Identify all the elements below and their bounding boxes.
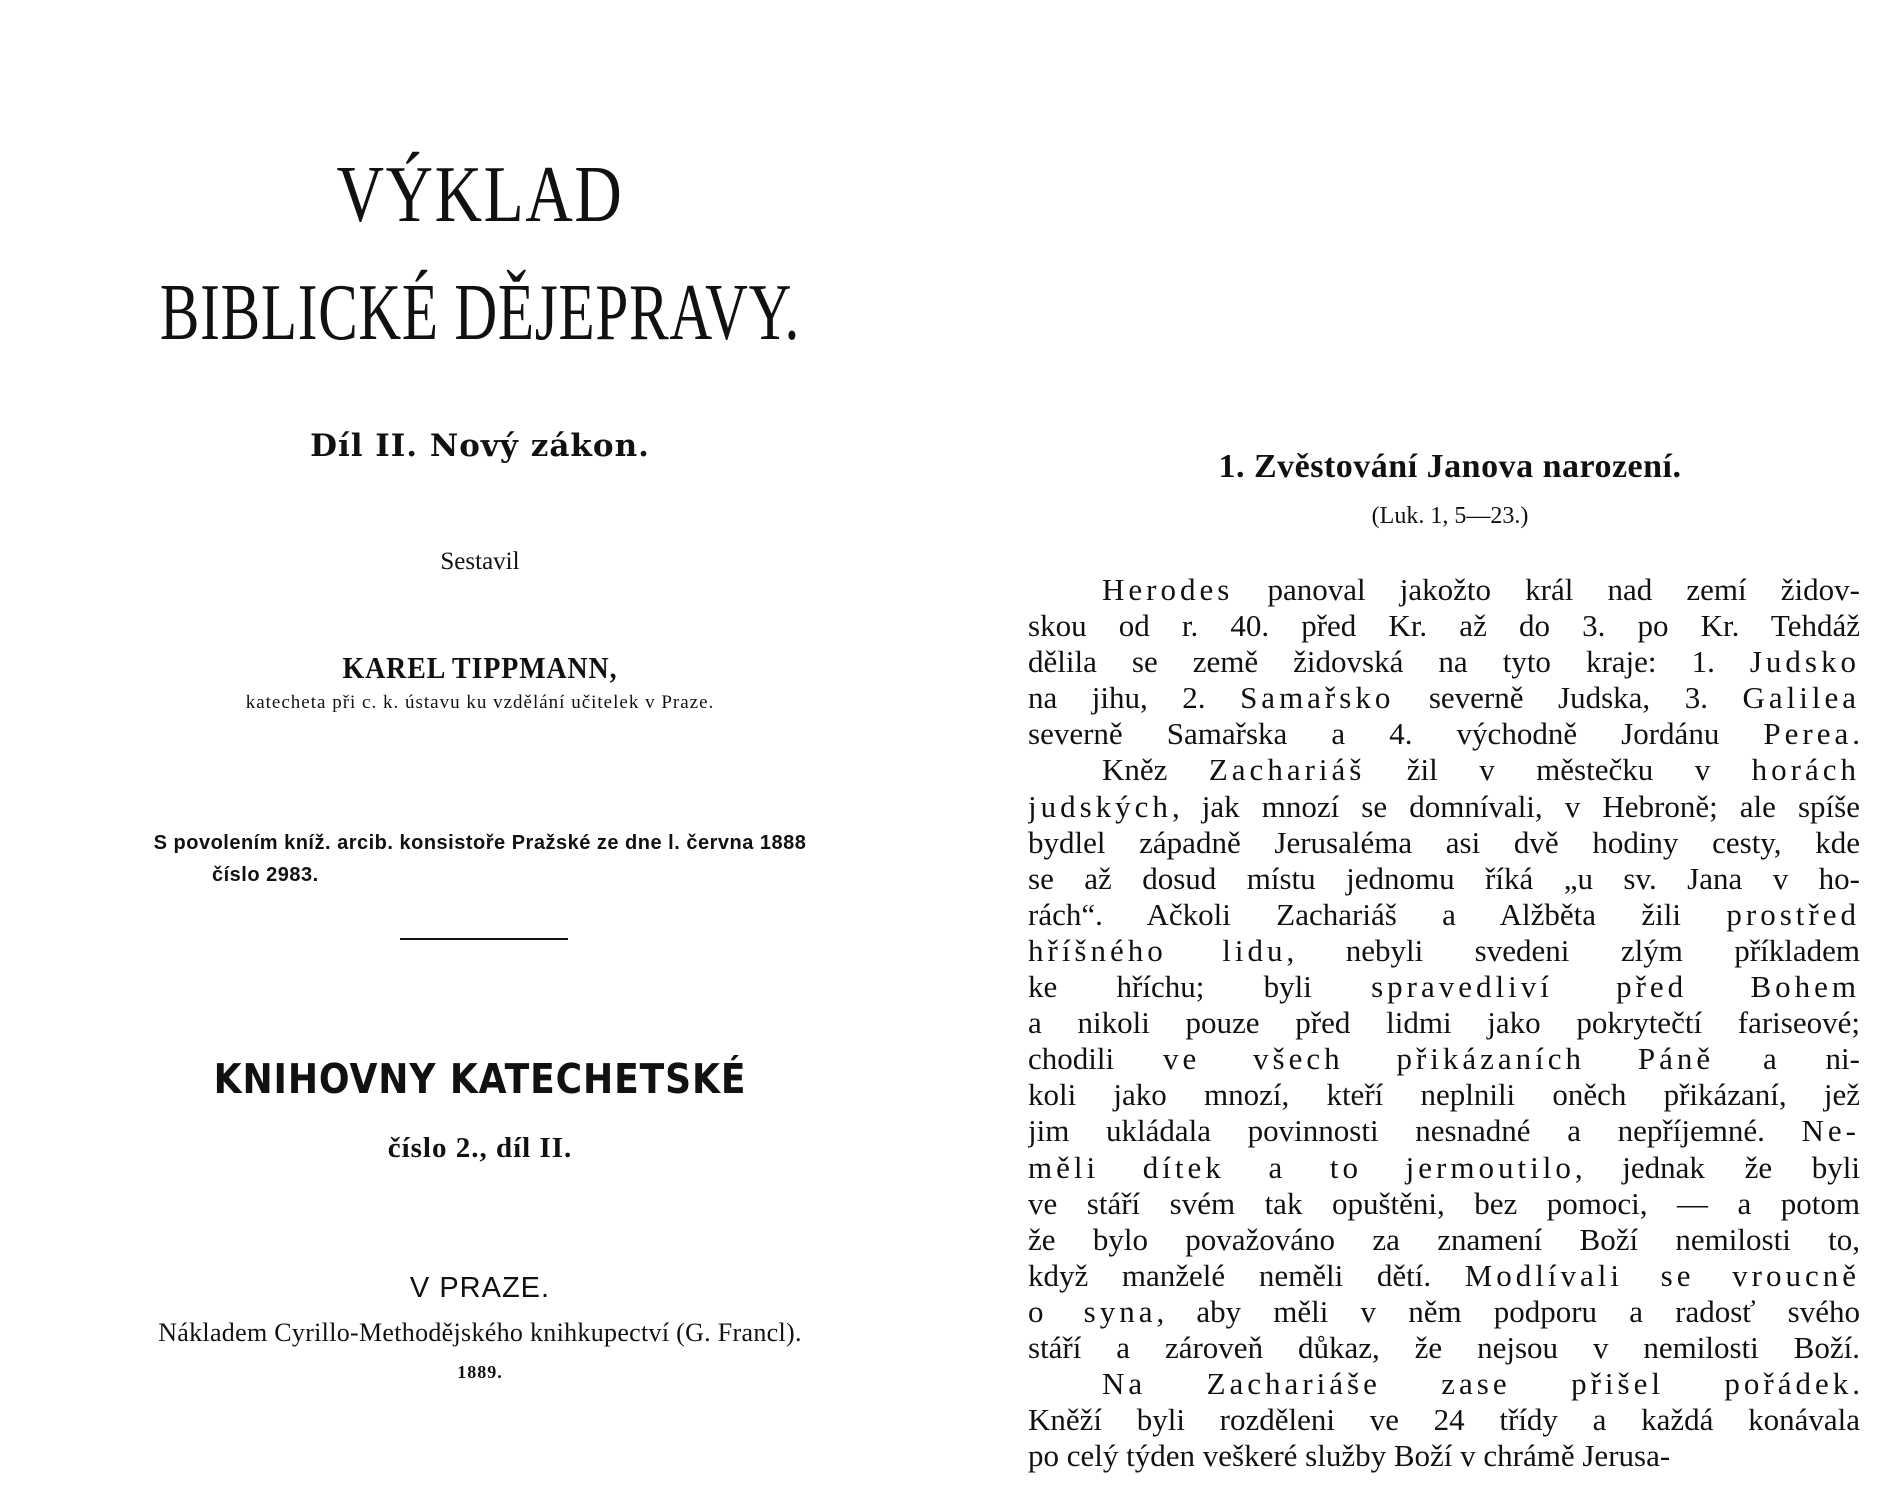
publication-city: V PRAZE. bbox=[409, 1272, 551, 1304]
divider-rule bbox=[400, 938, 568, 940]
text-line: Herodes panoval jakožto král nad zemí židov- bbox=[1102, 572, 1860, 607]
text-line: že bylo považováno za znamení Boží nemilosti to, bbox=[1028, 1221, 1860, 1257]
text-line: na jihu, 2. Samařsko severně Judska, 3. Galilea bbox=[1028, 680, 1860, 716]
spaced-text: Ne- bbox=[1801, 1113, 1860, 1149]
publisher: Nákladem Cyrillo-Methodějského knihkupectví (G. Francl). bbox=[158, 1318, 802, 1347]
spaced-text: o syna bbox=[1028, 1293, 1157, 1329]
spaced-text: Samařsko bbox=[1240, 680, 1395, 716]
spaced-text: horách bbox=[1751, 752, 1860, 788]
permission-notice bbox=[100, 827, 860, 891]
text-line: Na Zachariáše zase přišel pořádek. bbox=[1102, 1366, 1860, 1402]
spaced-text: ve všech přikázaních Páně bbox=[1162, 1041, 1715, 1077]
text-line: chodili ve všech přikázaních Páně a ni- bbox=[1028, 1041, 1860, 1077]
spaced-text: Judsko bbox=[1749, 644, 1860, 680]
spaced-text: prostřed bbox=[1726, 896, 1860, 932]
author-role: katecheta při c. k. ústavu ku vzdělání učitelek v Praze. bbox=[245, 692, 715, 713]
text-page bbox=[1000, 0, 1900, 1500]
text-line: stáří a zároveň důkaz, že nejsou v nemilosti Boží. bbox=[1028, 1329, 1860, 1365]
series-title: KNIHOVNY KATECHETSKÉ bbox=[213, 1055, 747, 1103]
book-title-line2: BIBLICKÉ DĚJEPRAVY. bbox=[159, 269, 801, 357]
spaced-text: hříšného lidu bbox=[1028, 932, 1287, 968]
series-number: číslo 2., díl II. bbox=[387, 1132, 573, 1164]
spaced-text: Galilea bbox=[1742, 680, 1860, 716]
spaced-text: Modlívali se vroucně bbox=[1464, 1257, 1860, 1293]
permission-line-2: číslo 2983. bbox=[212, 864, 319, 886]
text-line: severně Samařska a 4. východně Jordánu Perea. bbox=[1028, 716, 1860, 752]
text-line: se až dosud místu jednomu říká „u sv. Jana v ho- bbox=[1028, 860, 1860, 896]
chapter-title: 1. Zvěstování Janova narození. bbox=[1218, 448, 1682, 485]
spaced-text: Herodes bbox=[1102, 572, 1234, 607]
text-line: hříšného lidu, nebyli svedeni zlým příkladem bbox=[1028, 932, 1860, 968]
text-line: měli dítek a to jermoutilo, jednak že byli bbox=[1028, 1149, 1860, 1185]
spaced-text: Perea bbox=[1763, 716, 1853, 752]
spaced-text: judských bbox=[1028, 788, 1172, 824]
spaced-text: měli dítek a to jermoutilo bbox=[1028, 1149, 1575, 1185]
text-line: Kněží byli rozděleni ve 24 třídy a každá konávala bbox=[1028, 1402, 1860, 1438]
publication-year: 1889. bbox=[457, 1362, 503, 1382]
text-line: a nikoli pouze před lidmi jako pokrytečtí fariseové; bbox=[1028, 1005, 1860, 1041]
chapter-reference: (Luk. 1, 5—23.) bbox=[1371, 503, 1529, 529]
text-line: skou od r. 40. před Kr. až do 3. po Kr. Tehdáž bbox=[1028, 608, 1860, 644]
text-line: jim ukládala povinnosti nesnadné a nepříjemné. Ne- bbox=[1028, 1113, 1860, 1149]
volume-part: Díl II. Nový zákon. bbox=[310, 428, 650, 464]
permission-line-1: S povolením kníž. arcib. konsistoře Pražské ze dne l. června 1888 bbox=[153, 832, 807, 854]
text-line: ke hříchu; byli spravedliví před Bohem bbox=[1028, 969, 1860, 1005]
compiled-by-label: Sestavil bbox=[440, 548, 520, 575]
spaced-text: Na Zachariáše zase přišel pořádek bbox=[1102, 1366, 1853, 1402]
body-text bbox=[1028, 572, 1860, 1474]
text-line: Kněz Zachariáš žil v městečku v horách bbox=[1102, 752, 1860, 788]
spaced-text: spravedliví před Bohem bbox=[1371, 969, 1860, 1005]
text-line: judských, jak mnozí se domnívali, v Hebroně; ale spíše bbox=[1028, 788, 1860, 824]
text-line: ve stáří svém tak opuštěni, bez pomoci, — a potom bbox=[1028, 1185, 1860, 1221]
text-line: koli jako mnozí, kteří neplnili oněch přikázaní, jež bbox=[1028, 1077, 1860, 1113]
text-line: když manželé neměli dětí. Modlívali se vroucně bbox=[1028, 1257, 1860, 1293]
spaced-text: Zachariáš bbox=[1208, 752, 1366, 788]
text-line: rách“. Ačkoli Zachariáš a Alžběta žili prostřed bbox=[1028, 896, 1860, 932]
book-title-line1: VÝKLAD bbox=[336, 151, 624, 239]
text-line: o syna, aby měli v něm podporu a radosť svého bbox=[1028, 1293, 1860, 1329]
text-line: bydlel západně Jerusaléma asi dvě hodiny cesty, kde bbox=[1028, 824, 1860, 860]
author-name: KAREL TIPPMANN, bbox=[342, 650, 618, 685]
text-line: po celý týden veškeré služby Boží v chrámě Jerusa- bbox=[1028, 1438, 1671, 1474]
text-line: dělila se země židovská na tyto kraje: 1. Judsko bbox=[1028, 644, 1860, 680]
